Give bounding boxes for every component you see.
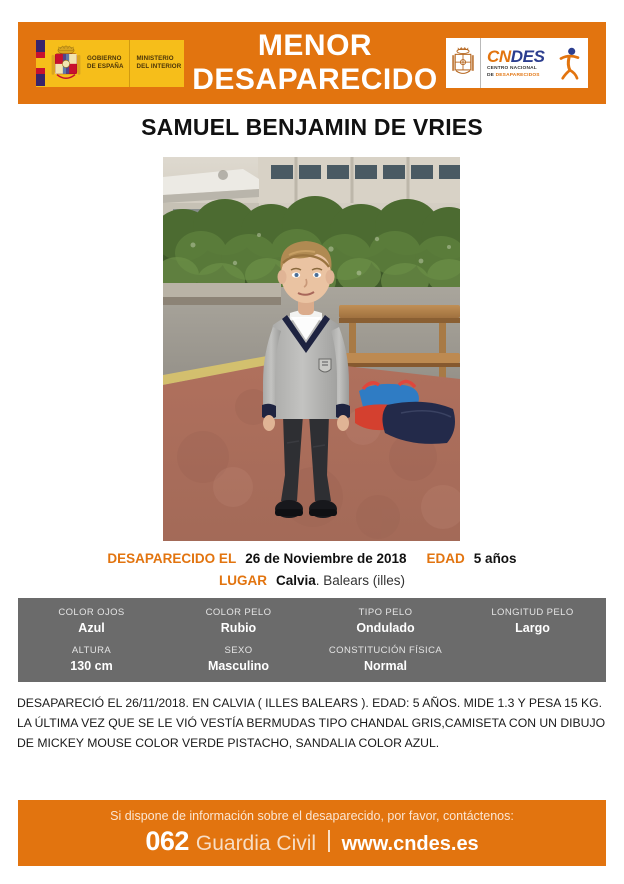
place-value: Calvia	[275, 573, 316, 588]
poster-header	[18, 22, 606, 104]
cndes-website-link[interactable]: www.cndes.es	[341, 833, 479, 855]
age-value: 5 años	[473, 551, 517, 566]
footer-contact-row	[145, 826, 478, 859]
footer-divider	[328, 830, 330, 852]
place-label: LUGAR	[218, 573, 267, 588]
attribute-build	[312, 640, 459, 678]
attribute-value: Ondulado	[356, 621, 415, 635]
running-person-icon	[554, 46, 588, 80]
attribute-value: 130 cm	[70, 659, 113, 673]
cndes-brand-des: DES	[510, 46, 545, 66]
cndes-wordmark	[481, 48, 554, 79]
attribute-key: CONSTITUCIÓN FÍSICA	[328, 645, 443, 656]
attribute-key: ALTURA	[71, 645, 112, 656]
poster-footer	[18, 800, 606, 866]
gobierno-label	[87, 40, 130, 87]
missing-place-row	[0, 573, 624, 588]
missing-date-row	[0, 551, 624, 566]
gobierno-de-espana-logo	[36, 40, 184, 87]
attribute-hair-color	[165, 602, 312, 640]
poster-title-line1: MENOR	[257, 29, 373, 62]
poster-title-line2: DESAPARECIDO	[192, 63, 438, 96]
attribute-key: LONGITUD PELO	[491, 607, 574, 618]
cndes-coat-of-arms-icon	[446, 38, 481, 88]
footer-contact-text: Si dispone de información sobre el desaparecido, por favor, contáctenos:	[110, 809, 514, 823]
attribute-eye-color	[18, 602, 165, 640]
cndes-subtitle-line1: CENTRO NACIONAL	[487, 65, 537, 71]
spain-coat-of-arms-icon	[45, 40, 87, 87]
ministerio-line1: MINISTERIO	[136, 55, 174, 62]
missing-since-value: 26 de Noviembre de 2018	[245, 551, 407, 566]
cndes-brand-cn: CN	[487, 46, 511, 66]
attribute-value: Normal	[363, 659, 408, 673]
missing-person-name: SAMUEL BENJAMIN DE VRIES	[141, 114, 483, 140]
attribute-value: Largo	[515, 621, 550, 635]
disappearance-description: DESAPARECIÓ EL 26/11/2018. EN CALVIA ( ILLES BALEARS ). EDAD: 5 AÑOS. MIDE 1.3 Y PESA 15 KG. LA ÚLTIMA VEZ QUE SE LE VIÓ VESTÍA BERMUDAS TIPO CHANDAL GRIS,CAMISETA CON UN DIBUJO DE MICKEY MOUSE COLOR VERDE PISTACHO, SANDALIA COLOR AZUL.	[17, 696, 606, 750]
missing-since-label: DESAPARECIDO EL	[107, 551, 237, 566]
missing-person-photo	[163, 157, 460, 541]
place-region: . Balears (illes)	[315, 573, 406, 588]
attribute-key: TIPO PELO	[358, 607, 413, 618]
cndes-brand	[487, 48, 554, 65]
attribute-sex	[165, 640, 312, 678]
attribute-key: COLOR PELO	[205, 607, 272, 618]
attribute-value: Azul	[78, 621, 105, 635]
attribute-height	[18, 640, 165, 678]
physical-attributes-panel	[18, 598, 606, 682]
cndes-subtitle-de: DE	[487, 72, 496, 78]
age-label: EDAD	[426, 551, 465, 566]
guardia-civil-label: Guardia Civil	[195, 832, 317, 855]
attribute-key: COLOR OJOS	[58, 607, 125, 618]
gobierno-line2: DE ESPAÑA	[87, 63, 124, 70]
attribute-value: Masculino	[207, 659, 270, 673]
attribute-empty	[459, 640, 606, 678]
spanish-flag-stripes-icon	[36, 40, 45, 87]
cndes-logo	[446, 38, 588, 88]
ministerio-line2: DEL INTERIOR	[136, 63, 182, 70]
attribute-hair-length	[459, 602, 606, 640]
gobierno-line1: GOBIERNO	[87, 55, 122, 62]
attributes-row-1	[18, 602, 606, 640]
poster-title	[184, 29, 446, 97]
attribute-key: SEXO	[224, 645, 253, 656]
emergency-phone-number[interactable]: 062	[145, 826, 189, 856]
attribute-value: Rubio	[220, 621, 257, 635]
cndes-subtitle-desaparecidos: DESAPARECIDOS	[495, 72, 540, 78]
attribute-hair-type	[312, 602, 459, 640]
attributes-row-2	[18, 640, 606, 678]
cndes-subtitle-line2	[487, 72, 554, 79]
